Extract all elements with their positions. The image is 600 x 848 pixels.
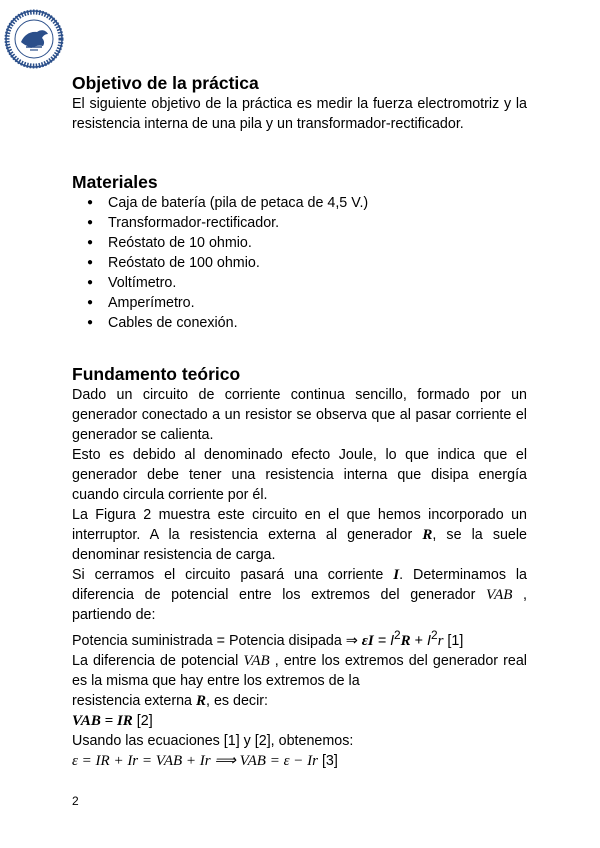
text-run: La diferencia de potencial — [72, 652, 239, 669]
equation-1 — [72, 625, 527, 651]
eq1-term2-i: I — [426, 632, 431, 649]
list-item: ● Cables de conexión. — [87, 313, 527, 333]
text-run: , entre los extremos del generador real es la misma que hay entre los extremos de la — [72, 652, 527, 689]
section-materiales — [72, 171, 527, 333]
objetivo-heading: Objetivo de la práctica — [72, 73, 259, 93]
text-run: Si cerramos el circuito pasará una corriente — [72, 567, 384, 583]
eq2-tag: [2] — [132, 712, 153, 729]
fundamento-paragraph-4 — [72, 565, 527, 625]
fundamento-paragraph-1: Dado un circuito de corriente continua sencillo, formado por un generador conectado a un resistor se observa que al pasar corriente el generador se calienta. — [72, 387, 527, 443]
fundamento-paragraph-5 — [72, 651, 527, 691]
equation-3 — [72, 751, 527, 771]
fundamento-paragraph-3 — [72, 505, 527, 565]
eq1-term1-i: I — [390, 632, 395, 649]
university-seal-icon — [4, 9, 64, 69]
eq1-equals: = — [373, 632, 391, 649]
eq1-term1-r: R — [400, 632, 411, 649]
text-run: La Figura 2 muestra este circuito en el que hemos incorporado un interruptor. A la resistencia externa al generador — [72, 507, 527, 543]
text-run: resistencia externa — [72, 692, 192, 709]
text-run: . Determinamos la diferencia de potencial entre los extremos del generador — [72, 567, 527, 603]
eq1-tag: [1] — [443, 632, 464, 649]
university-seal-logo — [4, 9, 64, 69]
eq1-lhs: εI — [361, 632, 374, 649]
text-run: , se la suele denominar resistencia de carga. — [72, 527, 528, 563]
section-fundamento — [72, 363, 527, 771]
list-item: ● Reóstato de 100 ohmio. — [87, 253, 527, 273]
list-item: ● Voltímetro. — [87, 273, 527, 293]
eq1-plus: + — [410, 632, 427, 649]
eq3-tag: [3] — [317, 752, 338, 769]
equation-2 — [72, 711, 527, 731]
text-run: , partiendo de: — [72, 587, 527, 623]
objetivo-paragraph: El siguiente objetivo de la práctica es medir la fuerza electromotriz y la resistencia interna de una pila y un transformador-rectificador. — [72, 96, 527, 132]
symbol-i: I — [393, 567, 400, 583]
eq2-expression: VAB = IR — [72, 712, 133, 729]
fundamento-paragraph-2: Esto es debido al denominado efecto Joule, lo que indica que el generador debe tener una resistencia interna que disipa energía cuando circula corriente por él. — [72, 447, 527, 503]
fundamento-paragraph-6 — [72, 691, 527, 711]
symbol-r: R — [195, 692, 206, 709]
list-item: ● Reóstato de 10 ohmio. — [87, 233, 527, 253]
eq1-term2-r: r — [437, 632, 444, 649]
materiales-heading: Materiales — [72, 172, 158, 192]
materiales-list — [72, 193, 527, 333]
symbol-r: R — [422, 527, 433, 543]
fundamento-paragraph-7: Usando las ecuaciones [1] y [2], obtenemos: — [72, 732, 354, 749]
eq1-term1-exp: 2 — [394, 628, 401, 642]
symbol-vab: VAB — [243, 652, 270, 669]
symbol-vab: VAB — [486, 587, 513, 603]
text-run: , es decir: — [206, 692, 268, 709]
document-body — [72, 70, 527, 771]
list-item: ● Caja de batería (pila de petaca de 4,5 V.) — [87, 193, 527, 213]
list-item: ● Transformador-rectificador. — [87, 213, 527, 233]
eq1-term2-exp: 2 — [430, 628, 438, 642]
eq3-expression: ε = IR + Ir = VAB + Ir ⟹ VAB = ε − Ir — [72, 752, 318, 769]
section-objetivo — [72, 72, 527, 134]
text-run: Potencia suministrada = Potencia disipada ⇒ — [72, 632, 358, 649]
list-item: ● Amperímetro. — [87, 293, 527, 313]
fundamento-heading: Fundamento teórico — [72, 364, 241, 384]
page-number: 2 — [72, 794, 79, 808]
